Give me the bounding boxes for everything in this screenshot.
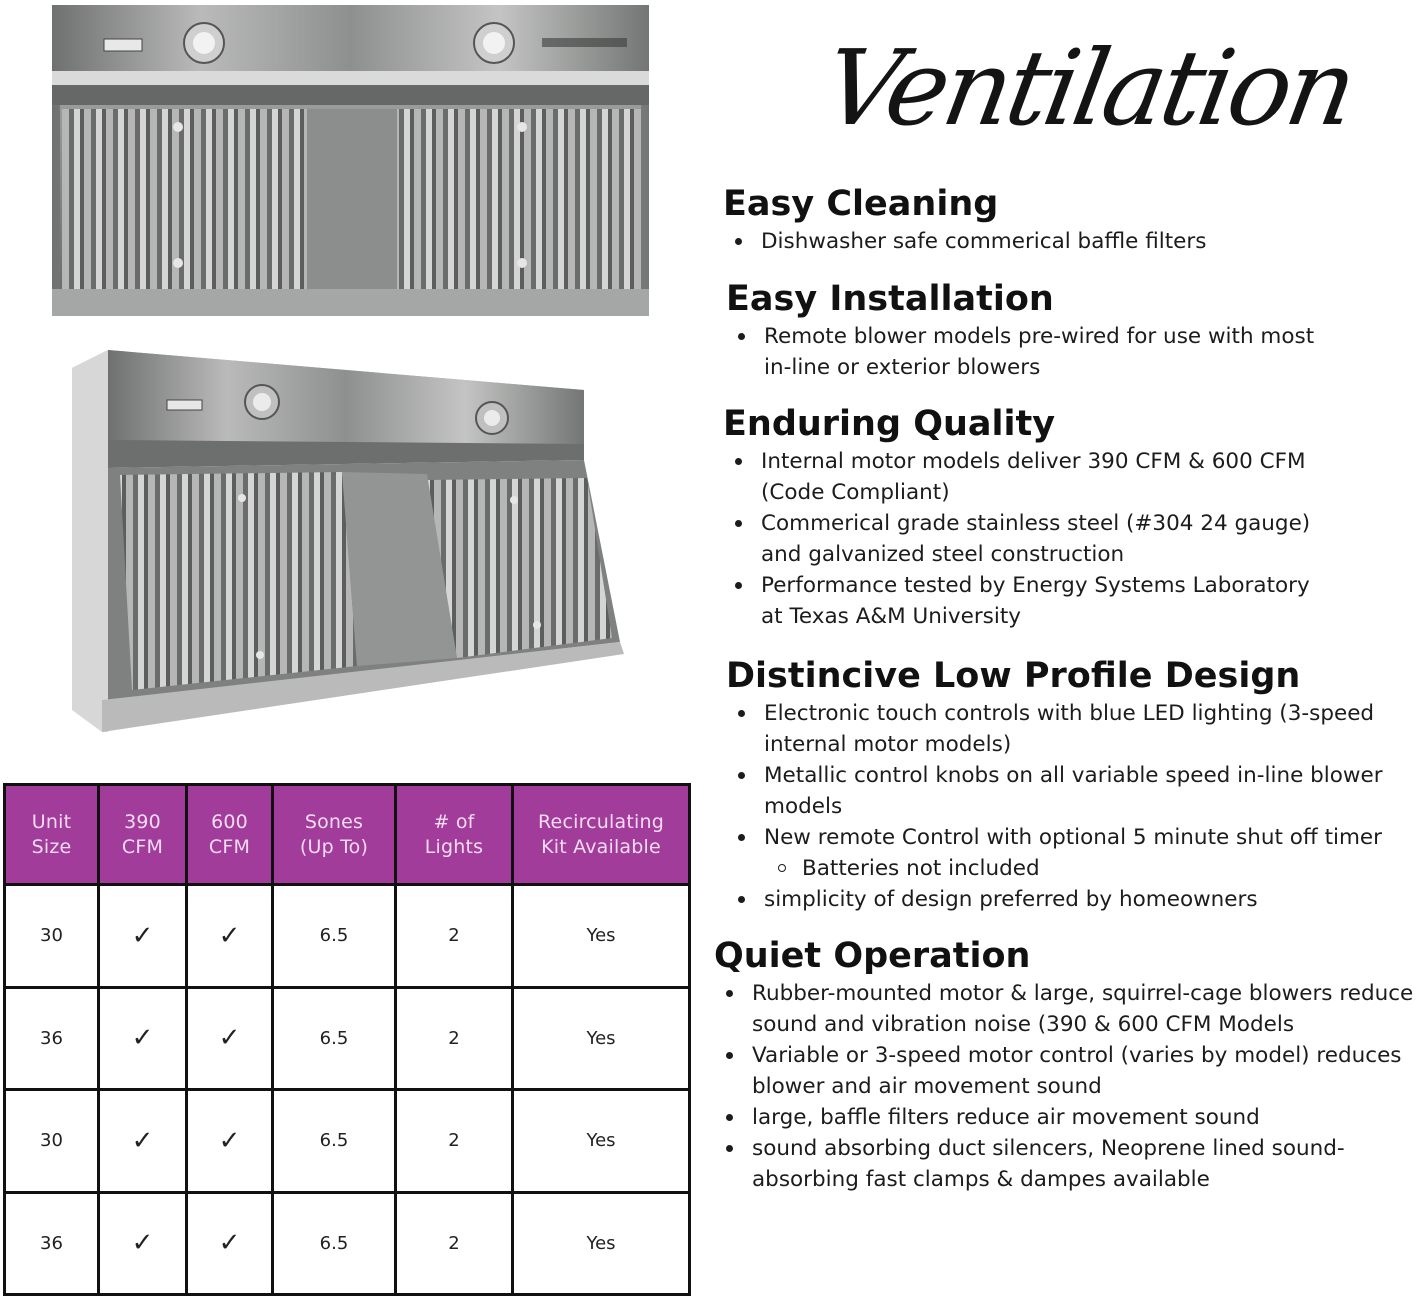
cell-unit-size: 30 xyxy=(5,1090,99,1193)
cell-unit-size: 36 xyxy=(5,1192,99,1295)
section-enduring-quality xyxy=(723,402,1413,632)
list-item: Internal motor models deliver 390 CFM & 600 CFM (Code Compliant) xyxy=(761,446,1413,508)
cell-unit-size: 30 xyxy=(5,885,99,988)
table-row xyxy=(5,987,690,1090)
cell-sones: 6.5 xyxy=(273,1192,396,1295)
check-icon: ✓ xyxy=(99,1192,187,1295)
check-icon: ✓ xyxy=(187,1090,273,1193)
cell-recirculating: Yes xyxy=(513,885,690,988)
list-item: Variable or 3-speed motor control (varies by model) reduces blower and air movement sound xyxy=(752,1040,1419,1102)
range-hood-angled-photo xyxy=(72,350,624,732)
section-heading: Distincive Low Profile Design xyxy=(726,656,1301,696)
cell-recirculating: Yes xyxy=(513,1192,690,1295)
spec-table xyxy=(3,783,691,1296)
table-row xyxy=(5,885,690,988)
table-row xyxy=(5,1192,690,1295)
cell-lights: 2 xyxy=(396,1192,513,1295)
section-heading: Quiet Operation xyxy=(714,936,1031,976)
section-easy-installation xyxy=(726,277,1416,383)
cell-lights: 2 xyxy=(396,987,513,1090)
cell-sones: 6.5 xyxy=(273,885,396,988)
cell-sones: 6.5 xyxy=(273,1090,396,1193)
check-icon: ✓ xyxy=(99,1090,187,1193)
bullet-list xyxy=(723,446,1413,632)
table-header-row xyxy=(5,785,690,885)
header-lights: # of Lights xyxy=(396,785,513,885)
sub-bullet-list xyxy=(764,853,1416,884)
list-item: sound absorbing duct silencers, Neoprene lined sound- absorbing fast clamps & dampes available xyxy=(752,1133,1419,1195)
section-easy-cleaning xyxy=(723,182,1413,257)
cell-unit-size: 36 xyxy=(5,987,99,1090)
list-item: Rubber-mounted motor & large, squirrel-cage blowers reduce sound and vibration noise (390 & 600 CFM Models xyxy=(752,978,1419,1040)
page-title: Ventilation xyxy=(815,27,1362,149)
bullet-list xyxy=(726,698,1416,915)
header-600-cfm: 600 CFM xyxy=(187,785,273,885)
list-item: Dishwasher safe commerical baffle filters xyxy=(761,226,1413,257)
sub-list-item: Batteries not included xyxy=(802,853,1416,884)
header-sones: Sones (Up To) xyxy=(273,785,396,885)
cell-recirculating: Yes xyxy=(513,1090,690,1193)
section-quiet-operation xyxy=(714,934,1419,1195)
check-icon: ✓ xyxy=(187,1192,273,1295)
cell-sones: 6.5 xyxy=(273,987,396,1090)
header-unit-size: Unit Size xyxy=(5,785,99,885)
bullet-list xyxy=(726,321,1416,383)
bullet-list xyxy=(714,978,1419,1195)
list-item: simplicity of design preferred by homeowners xyxy=(764,884,1416,915)
section-heading: Enduring Quality xyxy=(723,404,1056,444)
cell-lights: 2 xyxy=(396,1090,513,1193)
bullet-list xyxy=(723,226,1413,257)
list-item: Metallic control knobs on all variable speed in-line blower models xyxy=(764,760,1416,822)
list-item: Commerical grade stainless steel (#304 24 gauge) and galvanized steel construction xyxy=(761,508,1413,570)
list-item: Performance tested by Energy Systems Laboratory at Texas A&M University xyxy=(761,570,1413,632)
list-item: large, baffle filters reduce air movement sound xyxy=(752,1102,1419,1133)
header-recirculating-kit: Recirculating Kit Available xyxy=(513,785,690,885)
list-item: New remote Control with optional 5 minute shut off timer Batteries not included xyxy=(764,822,1416,884)
list-item: Electronic touch controls with blue LED lighting (3-speed internal motor models) xyxy=(764,698,1416,760)
list-item: Remote blower models pre-wired for use with most in-line or exterior blowers xyxy=(764,321,1416,383)
section-heading: Easy Installation xyxy=(726,279,1054,319)
check-icon: ✓ xyxy=(187,987,273,1090)
header-390-cfm: 390 CFM xyxy=(99,785,187,885)
section-heading: Easy Cleaning xyxy=(723,184,999,224)
cell-lights: 2 xyxy=(396,885,513,988)
range-hood-front-photo xyxy=(52,5,649,316)
check-icon: ✓ xyxy=(99,987,187,1090)
check-icon: ✓ xyxy=(99,885,187,988)
cell-recirculating: Yes xyxy=(513,987,690,1090)
check-icon: ✓ xyxy=(187,885,273,988)
section-low-profile-design xyxy=(726,654,1416,915)
table-row xyxy=(5,1090,690,1193)
